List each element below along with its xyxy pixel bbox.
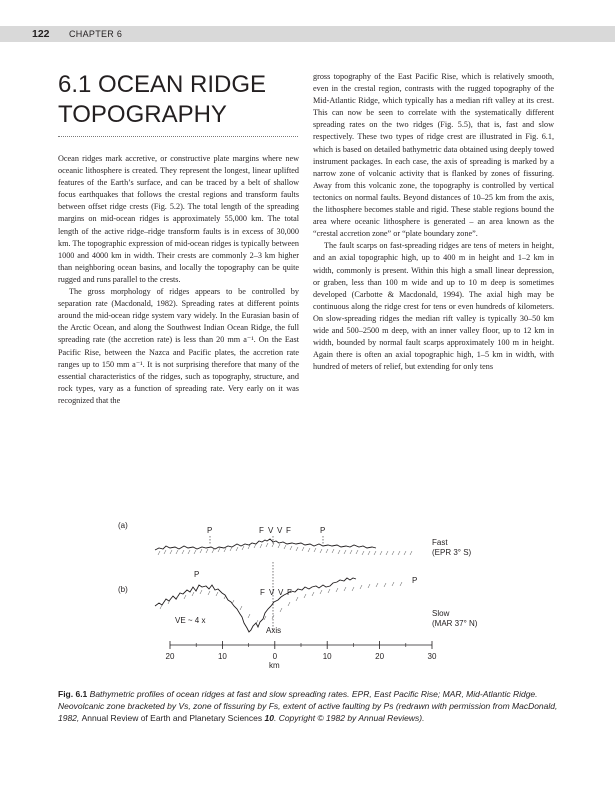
marker-a-f-left: F: [259, 526, 264, 535]
right-column: [313, 71, 554, 373]
vertical-exaggeration-label: VE ~ 4 x: [175, 616, 206, 625]
scale-tick-label: 20: [375, 652, 385, 661]
caption-text: Bathymetric profiles of ocean ridges at fast and slow spreading rates. EPR, East Pacific Rise; MAR, Mid-Atlantic Ridge. Neovolcanic zone bracketed by Vs, zone of fissuring by Fs, extent of active faulting by Ps (redrawn with permission from MacDonald, 1982,: [58, 689, 558, 723]
paragraph: gross topography of the East Pacific Rise, which is relatively smooth, even in the crestal region, contrasts with the rugged topography of the Mid-Atlantic Ridge, which typically has a median rift valley at its crest. This can now be seen to correlate with the systematically different spreading rates on the two ridges (Fig. 5.5), that is, fast and slow respectively. These two types of ridge crest are illustrated in Fig. 6.1, which is based on detailed bathymetric data obtained using deeply towed instrument packages. In each case, the axis of spreading is marked by a narrow zone of volcanic activity that is flanked by zones of fissuring. Away from this volcanic zone, the topography is controlled by vertical tectonics on normal faults. Beyond distances of 10–25 km from the axis, the lithosphere becomes stable and rigid. These stable regions bound the area where oceanic lithosphere is generated – an area known as the “crestal accretion zone” or “plate boundary zone”.: [313, 72, 554, 239]
fast-label: Fast: [432, 538, 448, 547]
figure-caption: [58, 688, 558, 724]
fast-label-location: (EPR 3° S): [432, 548, 472, 557]
title-divider: [58, 136, 298, 137]
distance-unit-label: km: [269, 661, 280, 670]
caption-label: Fig. 6.1: [58, 689, 88, 699]
marker-a-p-left: P: [207, 526, 213, 535]
page-number: 122: [32, 28, 50, 40]
caption-copyright: . Copyright © 1982 by Annual Reviews).: [273, 713, 425, 723]
chapter-label: CHAPTER 6: [69, 29, 123, 39]
marker-a-v-right: V: [277, 526, 283, 535]
distance-scale-ticks: [166, 641, 437, 661]
marker-a-p-right: P: [320, 526, 326, 535]
caption-source: Annual Review of Earth and Planetary Sciences: [81, 713, 265, 723]
caption-volume: 10: [264, 713, 274, 723]
marker-a-v-left: V: [268, 526, 274, 535]
marker-a-f-right: F: [286, 526, 291, 535]
marker-b-v-right: V: [278, 588, 284, 597]
scale-tick-label: 0: [272, 652, 278, 661]
slow-label: Slow: [432, 609, 450, 618]
paragraph: Ocean ridges mark accretive, or constructive plate margins where new oceanic lithosphere is created. They represent the longest, linear uplifted features of the Earth’s surface, and can be traced by a belt of shallow focus earthquakes that follows the crestal regions and transform faults between offset ridge crests (Fig. 5.2). The total length of the spreading margins on mid-ocean ridges is approximately 55,000 km. The total length of the active ridge–ridge transform faults is in excess of 30,000 km. The topographic expression of mid-ocean ridges is typically between 1000 and 4000 km in width. Their crests are commonly 2–3 km higher than neighboring ocean basins, and locally the topography can be quite rugged and runs parallel to the crests.: [58, 154, 299, 284]
fast-profile-line: [155, 539, 376, 550]
section-title: 6.1 OCEAN RIDGE TOPOGRAPHY: [58, 71, 267, 128]
paragraph: The gross morphology of ridges appears to be controlled by separation rate (Macdonald, 1982). Spreading rates at different points around the mid-ocean ridge system vary widely. In the Eurasian basin of the Arctic Ocean, and along the Southwest Indian Ocean Ridge, the full spreading rate (the accretion rate) is less than 20 mm a⁻¹. On the East Pacific Rise, between the Nazca and Pacific plates, the accretion rate ranges up to 150 mm a⁻¹. It is not surprising therefore that many of the essential characteristics of the ridges, such as topography, structure, and rock types, vary as a function of spreading rate. Very early on it was recognized that the: [58, 287, 299, 405]
slow-label-location: (MAR 37° N): [432, 619, 478, 628]
axis-label: Axis: [266, 626, 282, 635]
paragraph: The fault scarps on fast-spreading ridges are tens of meters in height, and an axial topographic high, up to 400 m in height and 1–2 km in width, commonly is present. Within this high a small linear depression, or graben, less than 100 m wide and up to 10 m deep is sometimes developed (Carbotte & Macdonald, 1994). The axial high may be continuous along the ridge crest for tens or even hundreds of kilometers. On slow-spreading ridges the median rift valley is typically 30–50 km wide and 500–2500 m deep, with an inner valley floor, up to 12 km in width, bounded by normal fault scarps approximately 100 m in height. Again there is often an axial topographic high, 1–5 km in width, with hundred of meters of relief, but extending for only tens: [313, 241, 554, 372]
panel-b-label: (b): [118, 585, 128, 594]
scale-tick-label: 10: [322, 652, 332, 661]
scale-tick-label: 20: [165, 652, 175, 661]
left-column: [58, 153, 299, 407]
marker-b-f-right: F: [287, 588, 292, 597]
scale-tick-label: 10: [217, 652, 227, 661]
marker-b-v-left: V: [269, 588, 275, 597]
panel-a-label: (a): [118, 521, 128, 530]
marker-b-f-left: F: [260, 588, 265, 597]
figure-6-1: [110, 520, 510, 680]
scale-tick-label: 30: [427, 652, 437, 661]
marker-b-p-right: P: [412, 576, 418, 585]
bathymetric-profiles-figure: [110, 520, 510, 680]
marker-b-p-left: P: [194, 570, 200, 579]
